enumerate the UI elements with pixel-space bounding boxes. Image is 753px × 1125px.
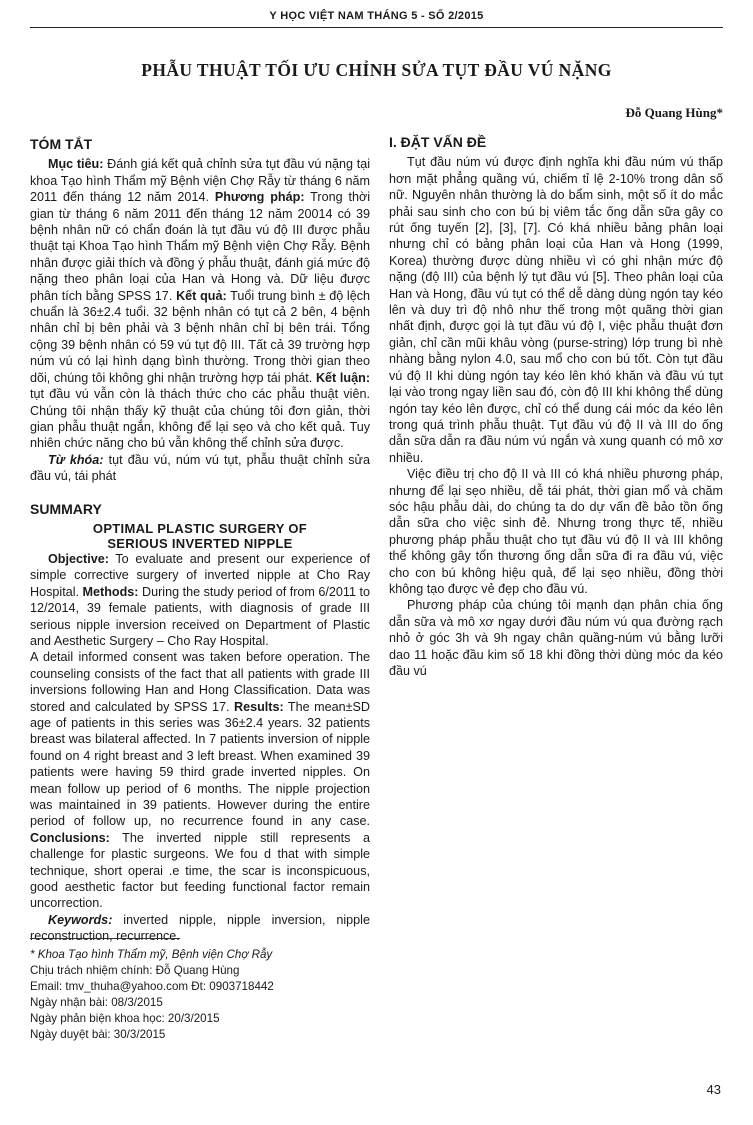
introduction-heading: I. ĐẶT VẤN ĐỀ — [389, 134, 487, 150]
objective-text-vn: Đánh giá kết quả chỉnh sửa tụt đầu vú nặng tại khoa Tạo hình Thẩm mỹ Bệnh viện Chợ Rẫy từ tháng 6 năm 2011 đến tháng 12 năm 2014. — [30, 157, 370, 205]
result-text-en: The mean±SD age of patients in this series was 36±2.4 years. 32 patients breast was bilateral affected. In 7 patients inversion of nipple found on 4 right breast and 3 left breast. When examined 39 patients were having 59 third grade inverted nipples. On mean follow up period of 6 months. The nipple projection was maintained in 39 patients. However during the entire period of follow up, no recurrence found in any case. — [30, 699, 370, 829]
intro-paragraph-2: Việc điều trị cho độ II và III có khá nhiều phương pháp, nhưng để lại sẹo nhiều, dễ tái phát, thời gian mổ và chăm sóc hậu phẫu dài, do chúng ta do dự vấn đề bảo tồn ống dẫn sữa cho việc sinh đẻ. Nhưng trong thực tế, nhiều phương pháp phẫu thuật cho tụt đầu vú độ II và III không thể không gây tổn thương ống dẫn sữa đi ra đầu vú, việc cho con bú không hiệu quả, để lại sẹo nhiều, đồng thời không tạo được vẻ đẹp cho đầu vú. — [389, 467, 723, 596]
intro-paragraph-3: Phương pháp của chúng tôi mạnh dạn phân chia ống dẫn sữa và mô xơ ngay dưới đầu núm vú qua đường rạch nhỏ ở góc 3h và 9h ngay chân quầng-núm vú bằng lưỡi dao 11 hoặc đầu kim số 18 khi đồng thời dùng móc da kéo đầu vú — [389, 598, 723, 678]
conclusion-label-en: Conclusions: — [30, 830, 110, 845]
keywords-text-vn: tụt đầu vú, núm vú tụt, phẫu thuật chỉnh sửa đầu vú, tái phát — [30, 452, 370, 484]
english-title-line-1: OPTIMAL PLASTIC SURGERY OF — [92, 520, 308, 536]
abstract-en-body-2 — [30, 649, 370, 912]
english-title-line-2: SERIOUS INVERTED NIPPLE — [107, 535, 293, 551]
method-label-vn: Phương pháp: — [214, 190, 305, 205]
footnote-affiliation: * Khoa Tạo hình Thẩm mỹ, Bệnh viện Chợ Rẫy — [30, 948, 273, 961]
keywords-label-en: Keywords: — [48, 912, 113, 927]
author-name: Đỗ Quang Hùng* — [625, 105, 723, 120]
footnote-approved: Ngày duyệt bài: 30/3/2015 — [30, 1028, 166, 1041]
right-column — [389, 128, 723, 679]
objective-label-vn: Mục tiêu: — [48, 157, 104, 172]
footnote — [30, 938, 370, 1043]
result-text-vn: Tuổi trung bình ± độ lệch chuẩn là 36±2.4 tuổi. 32 bệnh nhân có tụt cả 2 bên, 4 bệnh nhân chỉ bị bên phải và 3 bệnh nhân chỉ bị bên trái. Tổng cộng 39 bệnh nhân có 59 vú tụt độ III. Tất cả 39 trường hợp núm vú có lại hình dạng bình thường. Trong thời gian theo dõi, chúng tôi không ghi nhận trường hợp tái phát. — [30, 288, 371, 385]
keywords-vn — [30, 452, 370, 485]
abstract-vn-body — [30, 156, 370, 451]
method-text-en: During the study period of from 6/2011 to 12/2014, 39 female patients, with diagnosis of grade III serious nipple inversion received on Department of Plastic and Aesthetic Surgery – Cho Ray Hospital. — [30, 584, 371, 648]
result-label-vn: Kết quả: — [176, 288, 227, 303]
footnote-divider — [30, 938, 180, 939]
keywords-text-en: inverted nipple, nipple inversion, nipple reconstruction, recurrence. — [30, 912, 370, 944]
conclusion-text-en: The inverted nipple still represents a challenge for plastic surgeons. We fou d that with simple technique, short operai .e time, the scar is inconspicuous, good aesthetic factor but feeding functional factor remain uncorrection. — [30, 830, 370, 911]
objective-text-en: To evaluate and present our experience of simple corrective surgery of inverted nipple at Cho Ray Hospital. — [30, 551, 370, 599]
result-label-en: Results: — [233, 699, 284, 714]
page-number: 43 — [706, 1082, 721, 1097]
abstract-vn-heading: TÓM TẮT — [30, 136, 93, 152]
footnote-received: Ngày nhận bài: 08/3/2015 — [30, 996, 163, 1009]
abstract-en-body — [30, 551, 370, 649]
conclusion-label-vn: Kết luận: — [315, 370, 371, 385]
method-label-en: Methods: — [82, 584, 139, 599]
intro-paragraph-1: Tụt đầu núm vú được định nghĩa khi đầu núm vú thấp hơn mặt phẳng quầng vú, chiếm tỉ lệ 2-10% trong dân số nữ. Nguyên nhân thường là do bẩm sinh, một số ít do mắc phải sau sinh cho con bú bị viêm tắc ống dẫn sữa gây co rút ống tuyến [2], [3], [7]. Có khá nhiều bảng phân loại nhưng chỉ có bảng phân loại của Han và Hong (1999, Korea) thường được dùng nhiều vì có ghi nhận mức độ nặng (độ III) của bệnh lý tụt đầu vú [5]. Theo phân loại của Han và Hong, đầu vú tụt có thể dễ dàng dùng ngón tay kéo lên và duy trì độ nhô như thế trong một quãng thời gian nhất định, được gọi là tụt đầu vú độ I, việc phẫu thuật đơn giản, chỉ cần mũi khâu vòng (purse-string) lớp trung bì nhè nhàng bằng nylon 4.0, sau mổ cho con bú tốt. Còn tụt đầu vú độ II khi dùng ngón tay kéo lên khó khăn và đầu vú tụt lại vào trong ngay liền sau đó, còn độ III khi không thể dùng ngón tay kéo lên được, chỉ có thể dung cái móc da kéo lên trong quá trình phẫu thuật. Tụt đầu vú độ II và III do ống dẫn sữa dẫn ra đầu núm vú ngắn và xung quanh có mô xơ nhiều. — [389, 155, 723, 465]
keywords-label-vn: Từ khóa: — [48, 452, 104, 467]
footnote-reviewed: Ngày phản biện khoa học: 20/3/2015 — [30, 1012, 220, 1025]
running-header: Y HỌC VIỆT NAM THÁNG 5 - SỐ 2/2015 — [30, 10, 723, 28]
footnote-responsible: Chịu trách nhiệm chính: Đỗ Quang Hùng — [30, 964, 240, 977]
article-title: PHẪU THUẬT TỐI ƯU CHỈNH SỬA TỤT ĐẦU VÚ NẶNG — [141, 60, 612, 80]
left-column — [30, 130, 370, 945]
method-text-en-2: A detail informed consent was taken before operation. The counseling consists of the fact that all patients with grade III inversions following Han and Hong Classification. Data was stored and calculated by SPSS 17. — [30, 650, 370, 714]
objective-label-en: Objective: — [48, 551, 109, 566]
conclusion-text-vn: tụt đầu vú vẫn còn là thách thức cho các phẫu thuật viên. Chúng tôi nhận thấy kỹ thuật của chúng tôi đơn giản, thời gian phẫu thuật ngắn, không để lại sẹo và cho kết quả. Tuy nhiên chức năng cho bú vẫn không thể chỉnh sửa được. — [30, 387, 370, 451]
abstract-en-heading: SUMMARY — [30, 500, 102, 517]
method-text-vn: Trong thời gian từ tháng 6 năm 2011 đến tháng 12 năm 20014 có 39 bệnh nhân nữ có chẩn đoán là tụt đầu vú độ III được phẫu thuật tại Khoa Tạo hình Thẩm mỹ Bệnh viện Chợ Rẫy. Bệnh nhân được giải thích và đồng ý phẫu thuật, đánh giá mức độ nặng theo phân loại của Han và Hong và. Dữ liệu được phân tích bằng SPSS 17. — [30, 190, 371, 303]
footnote-contact: Email: tmv_thuha@yahoo.com Đt: 0903718442 — [30, 980, 274, 993]
